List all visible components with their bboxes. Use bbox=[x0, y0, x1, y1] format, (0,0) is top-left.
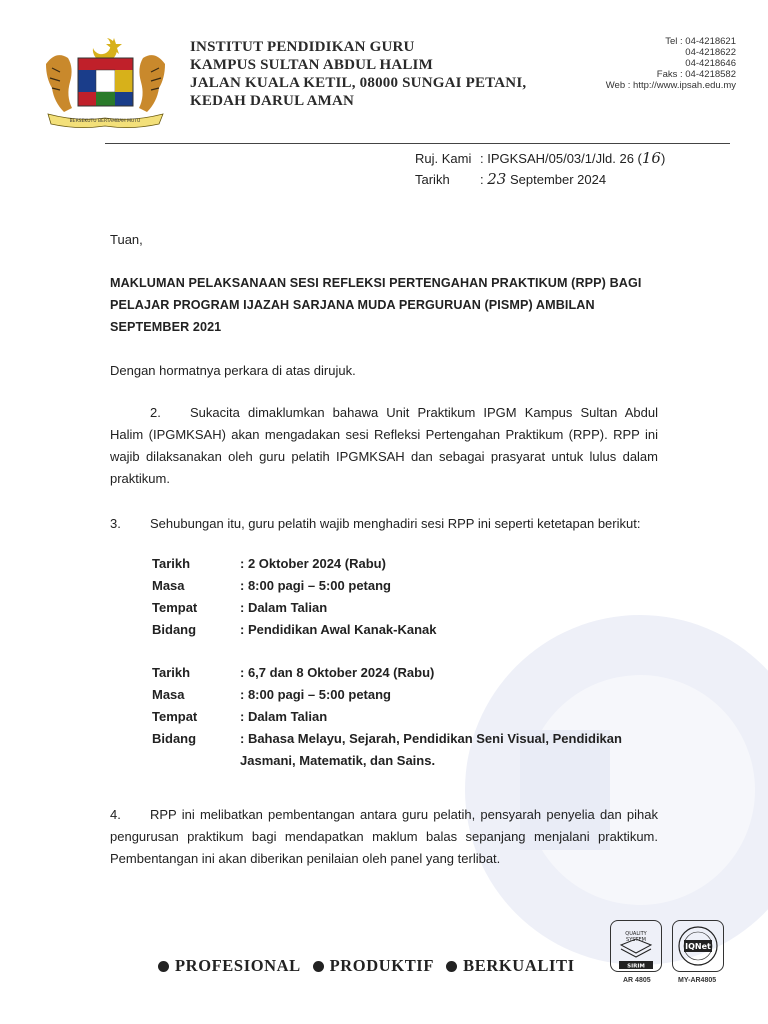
schedule-label: Tarikh bbox=[152, 556, 191, 571]
contact-tel-1: Tel : 04-4218621 bbox=[665, 36, 736, 47]
schedule-2 bbox=[152, 662, 640, 772]
reference-value: : IPGKSAH/05/03/1/Jld. 26 ( bbox=[480, 151, 642, 166]
paragraph-2-number: 2. bbox=[150, 405, 161, 420]
institution-address bbox=[190, 38, 526, 110]
cert-system-text: SYSTEM bbox=[626, 937, 646, 943]
cert-iqnet-text: IQNet bbox=[685, 942, 711, 951]
schedule-1 bbox=[152, 553, 640, 641]
schedule-1-row-venue bbox=[152, 597, 640, 619]
institution-name-line-2: KAMPUS SULTAN ABDUL HALIM bbox=[190, 57, 433, 73]
date-row bbox=[415, 169, 665, 190]
paragraph-2-text: Sukacita dimaklumkan bahawa Unit Praktikum IPGM Kampus Sultan Abdul Halim (IPGMKSAH) akan mengadakan sesi Refleksi Pertengahan Praktikum (RPP). RPP ini wajib dilaksanakan oleh guru pelatih IPGMKSAH dan sebagai prasyarat untuk lulus dalam praktikum. bbox=[110, 405, 658, 486]
schedule-label: Masa bbox=[152, 578, 185, 593]
schedule-2-row-date bbox=[152, 662, 640, 684]
schedule-2-row-time bbox=[152, 684, 640, 706]
paragraph-2 bbox=[110, 402, 658, 490]
header-divider bbox=[105, 143, 730, 144]
footer-slogan bbox=[158, 956, 575, 976]
reference-close: ) bbox=[660, 151, 666, 166]
schedule-label: Tarikh bbox=[152, 665, 191, 680]
contact-info bbox=[606, 36, 736, 91]
institution-address-line-2: KEDAH DARUL AMAN bbox=[190, 93, 355, 109]
paragraph-3-number: 3. bbox=[110, 516, 121, 531]
paragraph-3 bbox=[110, 513, 658, 535]
schedule-value: : Pendidikan Awal Kanak-Kanak bbox=[240, 622, 437, 637]
bullet-icon bbox=[446, 961, 457, 972]
bullet-icon bbox=[158, 961, 169, 972]
schedule-value: : Dalam Talian bbox=[240, 709, 328, 724]
paragraph-4 bbox=[110, 804, 658, 870]
schedule-value: : 8:00 pagi – 5:00 petang bbox=[240, 687, 391, 702]
letter-subject: MAKLUMAN PELAKSANAAN SESI REFLEKSI PERTENGAHAN PRAKTIKUM (RPP) BAGI PELAJAR PROGRAM IJAZAH SARJANA MUDA PERGURUAN (PISMP) AMBILAN SEPTEMBER 2021 bbox=[110, 276, 642, 334]
schedule-2-row-field bbox=[152, 728, 640, 772]
cert-1-code: AR 4805 bbox=[623, 977, 651, 984]
coat-of-arms-logo bbox=[38, 34, 173, 129]
cert-sirim-text: SIRIM bbox=[627, 963, 645, 970]
contact-web: Web : http://www.ipsah.edu.my bbox=[605, 80, 736, 91]
schedule-label: Masa bbox=[152, 687, 185, 702]
date-value: September 2024 bbox=[509, 172, 607, 187]
crest-motto: BERSEKUTU BERTAMBAH MUTU bbox=[69, 119, 141, 124]
schedule-1-row-field bbox=[152, 619, 640, 641]
schedule-1-row-date bbox=[152, 553, 640, 575]
schedule-value: : 6,7 dan 8 Oktober 2024 (Rabu) bbox=[240, 665, 435, 680]
paragraph-1: Dengan hormatnya perkara di atas dirujuk. bbox=[110, 363, 356, 378]
schedule-label: Bidang bbox=[152, 731, 197, 746]
institution-name-line-1: INSTITUT PENDIDIKAN GURU bbox=[190, 39, 415, 55]
contact-tel-3: 04-4218646 bbox=[685, 58, 736, 69]
schedule-value: : Bahasa Melayu, Sejarah, Pendidikan Seni Visual, Pendidikan Jasmani, Matematik, dan Sains. bbox=[240, 731, 622, 768]
salutation: Tuan, bbox=[110, 232, 143, 247]
schedule-value: : 2 Oktober 2024 (Rabu) bbox=[240, 556, 386, 571]
contact-fax: Faks : 04-4218582 bbox=[656, 69, 736, 80]
paragraph-3-text: Sehubungan itu, guru pelatih wajib menghadiri sesi RPP ini seperti ketetapan berikut: bbox=[150, 516, 641, 531]
contact-tel-2: 04-4218622 bbox=[685, 47, 736, 58]
schedule-label: Bidang bbox=[152, 622, 197, 637]
slogan-berkualiti: BERKUALITI bbox=[463, 956, 575, 975]
schedule-1-row-time bbox=[152, 575, 640, 597]
date-handwritten-day: 23 bbox=[487, 170, 507, 188]
schedule-2-row-venue bbox=[152, 706, 640, 728]
bullet-icon bbox=[313, 961, 324, 972]
slogan-produktif: PRODUKTIF bbox=[329, 956, 434, 975]
iqnet-certification-logo bbox=[672, 920, 724, 972]
sirim-certification-logo bbox=[610, 920, 662, 972]
reference-handwritten-number: 16 bbox=[641, 149, 661, 167]
cert-quality-text: QUALITY bbox=[625, 931, 647, 937]
date-colon: : bbox=[480, 172, 484, 187]
paragraph-4-number: 4. bbox=[110, 807, 121, 822]
institution-address-line-1: JALAN KUALA KETIL, 08000 SUNGAI PETANI, bbox=[190, 75, 527, 91]
paragraph-4-text: RPP ini melibatkan pembentangan antara guru pelatih, pensyarah penyelia dan pihak pengurusan praktikum bagi mendapatkan maklum balas sepanjang menjalani praktikum. Pembentangan ini akan diberikan penilaian oleh panel yang terlibat. bbox=[110, 807, 658, 866]
cert-2-code: MY-AR4805 bbox=[678, 977, 717, 984]
schedule-value: : 8:00 pagi – 5:00 petang bbox=[240, 578, 391, 593]
schedule-label: Tempat bbox=[152, 709, 198, 724]
date-label: Tarikh bbox=[415, 172, 450, 187]
slogan-profesional: PROFESIONAL bbox=[175, 956, 300, 975]
schedule-label: Tempat bbox=[152, 600, 198, 615]
schedule-value: : Dalam Talian bbox=[240, 600, 328, 615]
reference-label: Ruj. Kami bbox=[415, 151, 472, 166]
reference-block bbox=[415, 148, 665, 190]
reference-number-row bbox=[415, 148, 665, 169]
